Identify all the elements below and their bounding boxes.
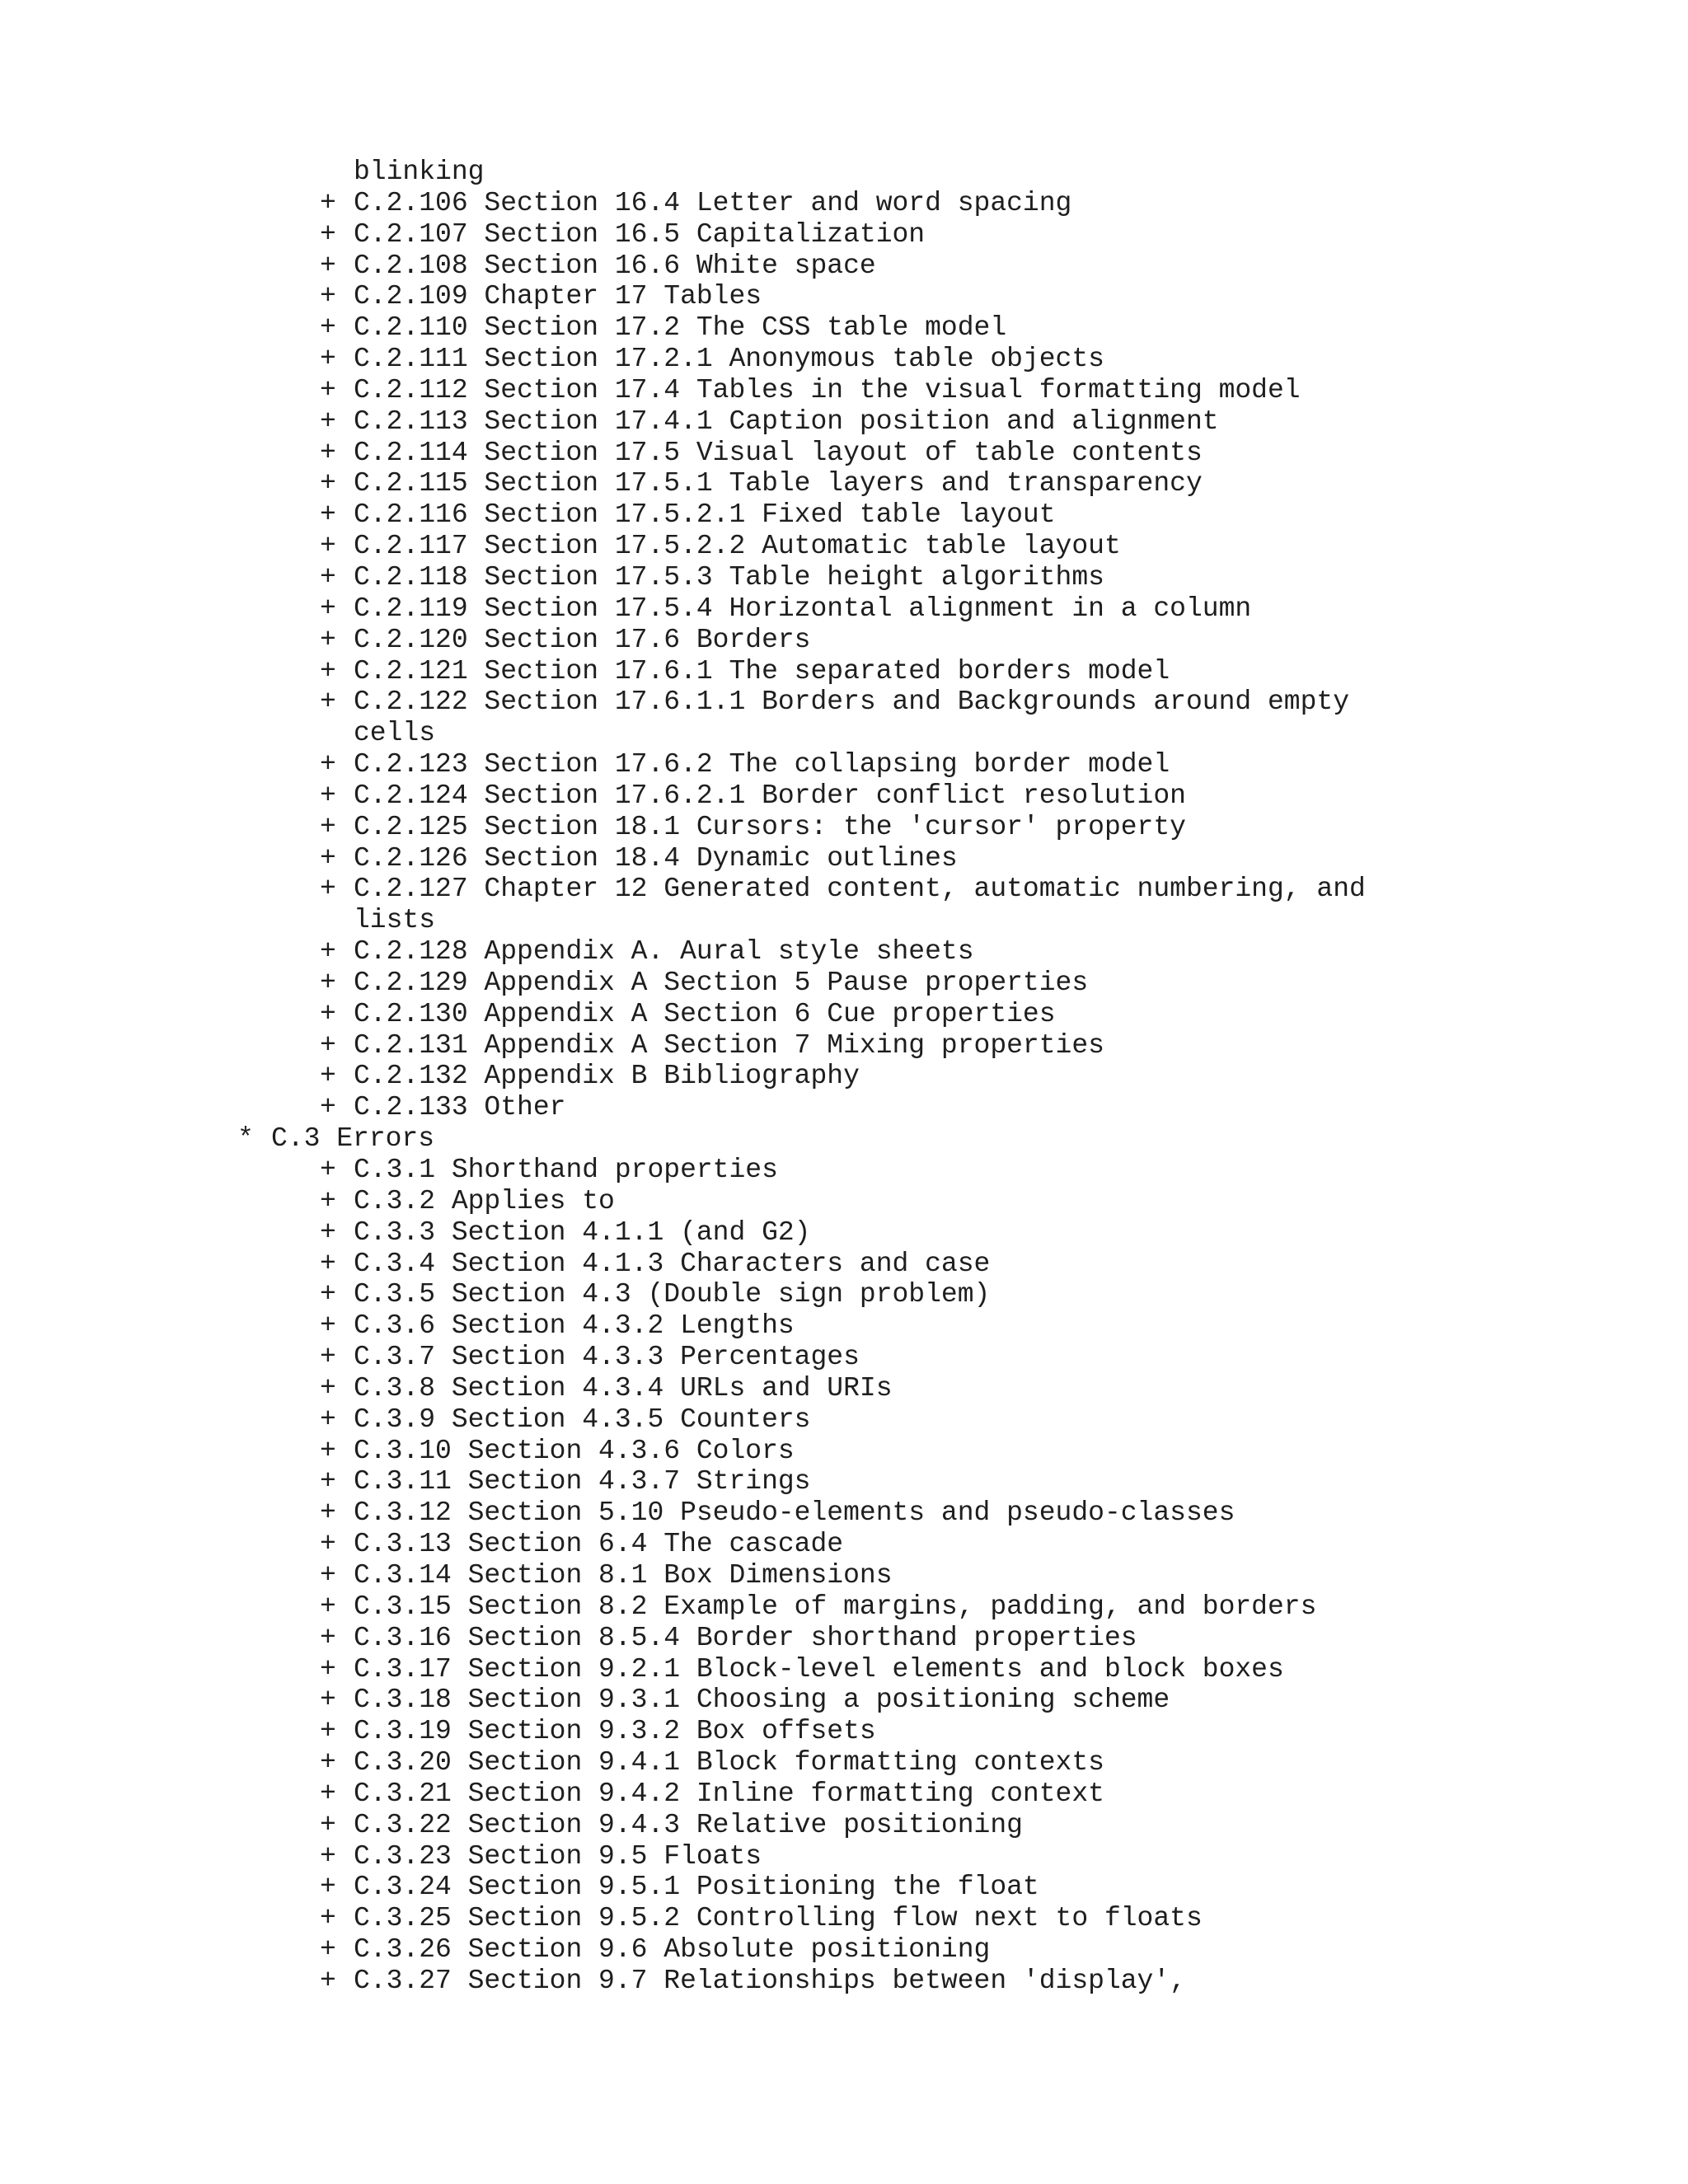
toc-entry (0, 1685, 1688, 1716)
toc-entry (0, 1092, 1688, 1123)
toc-entry (0, 375, 1688, 406)
toc-entry-text: C.3.1 Shorthand properties (354, 1155, 778, 1185)
toc-entry-text: C.3.27 Section 9.7 Relationships between 'display', (354, 1965, 1186, 1996)
toc-entry-text: C.3.20 Section 9.4.1 Block formatting contexts (354, 1747, 1104, 1779)
toc-entry (0, 968, 1688, 999)
plus-bullet: + (320, 1342, 336, 1373)
plus-bullet: + (320, 1559, 336, 1591)
toc-entry (0, 1529, 1688, 1560)
plus-bullet: + (320, 1372, 336, 1404)
toc-entry (0, 406, 1688, 438)
toc-entry (0, 1654, 1688, 1685)
toc-entry (0, 625, 1688, 656)
toc-entry-text: C.2.109 Chapter 17 Tables (354, 281, 762, 312)
toc-entry (0, 687, 1688, 718)
toc-entry (0, 1155, 1688, 1186)
toc-entry (0, 531, 1688, 562)
toc-entry-text: C.2.126 Section 18.4 Dynamic outlines (354, 842, 958, 874)
plus-bullet: + (320, 655, 336, 687)
toc-entry (0, 1903, 1688, 1934)
plus-bullet: + (320, 1778, 336, 1809)
toc-entry (0, 1061, 1688, 1092)
plus-bullet: + (320, 218, 336, 250)
toc-entry-text: C.3.22 Section 9.4.3 Relative positioning (354, 1809, 1023, 1840)
toc-entry-text: C.2.111 Section 17.2.1 Anonymous table objects (354, 344, 1104, 375)
toc-entry-text: C.2.122 Section 17.6.1.1 Borders and Backgrounds around empty (354, 687, 1349, 718)
toc-entry (0, 1030, 1688, 1062)
plus-bullet: + (320, 1529, 336, 1560)
toc-entry (0, 1591, 1688, 1623)
toc-entry-text: C.3.6 Section 4.3.2 Lengths (354, 1310, 795, 1342)
toc-entry (0, 1716, 1688, 1747)
toc-entry-text: C.2.113 Section 17.4.1 Caption position and alignment (354, 405, 1219, 437)
plus-bullet: + (320, 1809, 336, 1840)
plus-bullet: + (320, 936, 336, 968)
toc-entry (0, 1497, 1688, 1529)
toc-entry (0, 1810, 1688, 1841)
asterisk-bullet: * (237, 1123, 254, 1155)
toc-entry-text: C.2.106 Section 16.4 Letter and word spacing (354, 187, 1072, 218)
toc-entry (0, 812, 1688, 843)
toc-continuation-line (0, 905, 1688, 936)
plus-bullet: + (320, 1155, 336, 1185)
plus-bullet: + (320, 1840, 336, 1872)
toc-entry (0, 1373, 1688, 1404)
plus-bullet: + (320, 531, 336, 562)
toc-entry-text: C.3.2 Applies to (354, 1185, 615, 1216)
toc-entry-text: C.2.133 Other (354, 1092, 566, 1123)
toc-entry-text: C.2.128 Appendix A. Aural style sheets (354, 936, 974, 968)
toc-entry-text: C.3.10 Section 4.3.6 Colors (354, 1435, 795, 1466)
toc-entry (0, 1872, 1688, 1903)
toc-entry (0, 1747, 1688, 1779)
toc-continuation-line (0, 718, 1688, 749)
toc-entry-text: C.2.107 Section 16.5 Capitalization (354, 218, 926, 250)
plus-bullet: + (320, 1310, 336, 1342)
toc-entry (0, 251, 1688, 282)
toc-entry (0, 656, 1688, 687)
plus-bullet: + (320, 344, 336, 375)
toc-entry-text: C.3.9 Section 4.3.5 Counters (354, 1404, 811, 1435)
plus-bullet: + (320, 1653, 336, 1685)
toc-entry (0, 843, 1688, 874)
toc-entry (0, 1934, 1688, 1966)
toc-entry-text: C.3.21 Section 9.4.2 Inline formatting context (354, 1778, 1104, 1809)
toc-entry-text: C.3.23 Section 9.5 Floats (354, 1840, 762, 1872)
toc-entry-text: C.2.129 Appendix A Section 5 Pause properties (354, 967, 1089, 998)
toc-entry-text: C.3 Errors (271, 1123, 435, 1155)
toc-entry-text: C.2.123 Section 17.6.2 The collapsing border model (354, 749, 1170, 780)
toc-entry-text: C.2.119 Section 17.5.4 Horizontal alignment in a column (354, 593, 1252, 624)
toc-entry (0, 999, 1688, 1030)
toc-entry-text: C.3.18 Section 9.3.1 Choosing a positioning scheme (354, 1685, 1170, 1716)
toc-entry-text: C.2.127 Chapter 12 Generated content, automatic numbering, and (354, 874, 1366, 905)
toc-entry (0, 1249, 1688, 1280)
plus-bullet: + (320, 1248, 336, 1279)
toc-entry-text: C.3.26 Section 9.6 Absolute positioning (354, 1934, 991, 1966)
plus-bullet: + (320, 624, 336, 655)
toc-entry (0, 1623, 1688, 1654)
toc-entry (0, 1560, 1688, 1591)
toc-entry-text: C.2.115 Section 17.5.1 Table layers and transparency (354, 468, 1203, 499)
toc-entry (0, 438, 1688, 469)
toc-entry (0, 188, 1688, 219)
toc-entry-text: C.2.114 Section 17.5 Visual layout of table contents (354, 437, 1203, 468)
toc-entry-text: C.2.112 Section 17.4 Tables in the visual formatting model (354, 374, 1301, 405)
toc-entry-text: C.3.19 Section 9.3.2 Box offsets (354, 1716, 876, 1747)
toc-entry-text: C.3.5 Section 4.3 (Double sign problem) (354, 1279, 991, 1310)
toc-entry-text: C.3.12 Section 5.10 Pseudo-elements and pseudo-classes (354, 1497, 1236, 1529)
plus-bullet: + (320, 1092, 336, 1123)
toc-entry-text: C.3.8 Section 4.3.4 URLs and URIs (354, 1372, 893, 1404)
toc-entry (0, 936, 1688, 968)
toc-entry-text: C.2.121 Section 17.6.1 The separated borders model (354, 655, 1170, 687)
toc-entry-text: C.2.108 Section 16.6 White space (354, 250, 876, 281)
toc-entry (0, 344, 1688, 375)
toc-entry (0, 1217, 1688, 1249)
toc-entry-text: blinking (354, 157, 485, 187)
toc-section-entry (0, 1123, 1688, 1155)
plus-bullet: + (320, 1965, 336, 1996)
plus-bullet: + (320, 1716, 336, 1747)
toc-entry (0, 780, 1688, 812)
toc-entry (0, 219, 1688, 251)
plus-bullet: + (320, 1404, 336, 1435)
plus-bullet: + (320, 405, 336, 437)
toc-entry-text: C.3.17 Section 9.2.1 Block-level elements and block boxes (354, 1653, 1284, 1685)
plus-bullet: + (320, 687, 336, 718)
toc-entry-text: C.3.7 Section 4.3.3 Percentages (354, 1342, 860, 1373)
toc-entry (0, 281, 1688, 312)
plus-bullet: + (320, 1591, 336, 1622)
toc-entry-text: C.3.24 Section 9.5.1 Positioning the float (354, 1872, 1039, 1903)
toc-entry-text: C.2.118 Section 17.5.3 Table height algorithms (354, 561, 1104, 593)
toc-entry-text: C.2.124 Section 17.6.2.1 Border conflict resolution (354, 780, 1186, 811)
plus-bullet: + (320, 874, 336, 905)
toc-entry-text: C.3.15 Section 8.2 Example of margins, padding, and borders (354, 1591, 1317, 1622)
toc-entry (0, 749, 1688, 780)
toc-entry-text: C.3.16 Section 8.5.4 Border shorthand properties (354, 1622, 1137, 1653)
toc-entry-text: C.2.131 Appendix A Section 7 Mixing properties (354, 1029, 1104, 1061)
plus-bullet: + (320, 998, 336, 1029)
toc-entry (0, 1342, 1688, 1373)
toc-entry-text: C.2.117 Section 17.5.2.2 Automatic table layout (354, 531, 1121, 562)
plus-bullet: + (320, 749, 336, 780)
toc-entry (0, 1186, 1688, 1217)
toc-entry-text: C.3.4 Section 4.1.3 Characters and case (354, 1248, 991, 1279)
plus-bullet: + (320, 1029, 336, 1061)
toc-entry-text: C.2.125 Section 18.1 Cursors: the 'cursor' property (354, 811, 1186, 842)
plus-bullet: + (320, 187, 336, 218)
plus-bullet: + (320, 1622, 336, 1653)
toc-entry (0, 874, 1688, 905)
toc-entry (0, 312, 1688, 344)
toc-entry-text: cells (354, 718, 436, 749)
plus-bullet: + (320, 842, 336, 874)
plus-bullet: + (320, 561, 336, 593)
toc-entry-text: C.2.132 Appendix B Bibliography (354, 1061, 860, 1092)
toc-entry (0, 1310, 1688, 1342)
toc-entry-text: C.2.130 Appendix A Section 6 Cue properties (354, 998, 1056, 1029)
toc-entry (0, 562, 1688, 593)
plus-bullet: + (320, 250, 336, 281)
plus-bullet: + (320, 1934, 336, 1966)
toc-entry-text: C.3.25 Section 9.5.2 Controlling flow next to floats (354, 1903, 1203, 1934)
toc-entry (0, 1279, 1688, 1310)
toc-entry (0, 1466, 1688, 1497)
plus-bullet: + (320, 967, 336, 998)
plus-bullet: + (320, 468, 336, 499)
toc-entry (0, 1966, 1688, 1997)
toc-entry (0, 593, 1688, 625)
plus-bullet: + (320, 281, 336, 312)
toc-entry (0, 1404, 1688, 1436)
toc-entry-text: C.2.116 Section 17.5.2.1 Fixed table layout (354, 499, 1056, 531)
plus-bullet: + (320, 1872, 336, 1903)
toc-entry (0, 499, 1688, 531)
toc-entry-text: C.3.14 Section 8.1 Box Dimensions (354, 1559, 893, 1591)
toc-entry-text: lists (354, 905, 436, 936)
toc-entry (0, 1436, 1688, 1467)
toc-entry (0, 468, 1688, 499)
toc-continuation-line (0, 157, 1688, 188)
toc-entry (0, 1779, 1688, 1810)
plus-bullet: + (320, 1279, 336, 1310)
plus-bullet: + (320, 437, 336, 468)
plus-bullet: + (320, 811, 336, 842)
toc-entry-text: C.3.3 Section 4.1.1 (and G2) (354, 1216, 811, 1248)
plus-bullet: + (320, 374, 336, 405)
plus-bullet: + (320, 1685, 336, 1716)
toc-entry-text: C.3.11 Section 4.3.7 Strings (354, 1466, 811, 1497)
toc-entry (0, 1841, 1688, 1872)
plus-bullet: + (320, 1216, 336, 1248)
plus-bullet: + (320, 1185, 336, 1216)
plus-bullet: + (320, 499, 336, 531)
plus-bullet: + (320, 1903, 336, 1934)
plus-bullet: + (320, 1466, 336, 1497)
toc-text (0, 157, 1688, 1997)
plus-bullet: + (320, 593, 336, 624)
plus-bullet: + (320, 1435, 336, 1466)
toc-entry-text: C.3.13 Section 6.4 The cascade (354, 1529, 844, 1560)
plus-bullet: + (320, 312, 336, 344)
plus-bullet: + (320, 1061, 336, 1092)
plus-bullet: + (320, 1497, 336, 1529)
plus-bullet: + (320, 1747, 336, 1779)
toc-entry-text: C.2.110 Section 17.2 The CSS table model (354, 312, 1007, 344)
plus-bullet: + (320, 780, 336, 811)
toc-entry-text: C.2.120 Section 17.6 Borders (354, 624, 811, 655)
